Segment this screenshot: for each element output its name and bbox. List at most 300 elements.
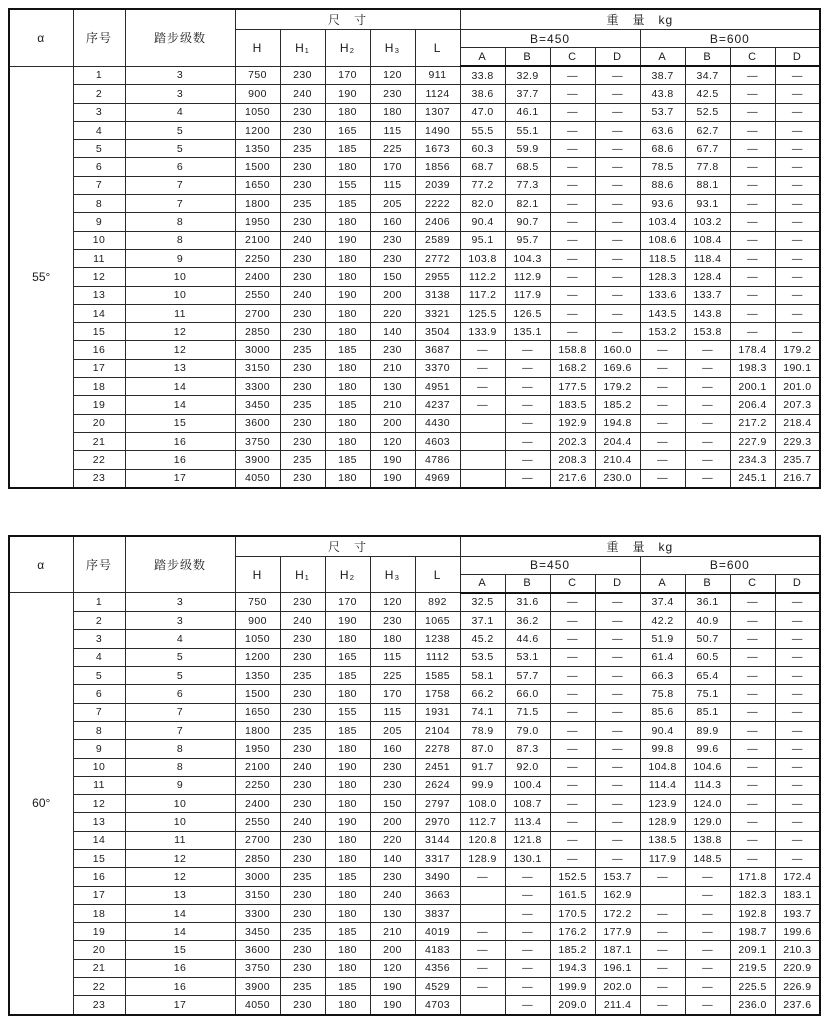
table-cell: — [775, 249, 820, 267]
table-cell: — [730, 721, 775, 739]
table-cell: 227.9 [730, 432, 775, 450]
table-cell: — [640, 996, 685, 1015]
table-cell: 185 [325, 978, 370, 996]
table-cell: 178.4 [730, 341, 775, 359]
table-cell: 1200 [235, 648, 280, 666]
col-header-h3: H₃ [370, 556, 415, 593]
table-cell: — [730, 630, 775, 648]
table-cell: 230 [280, 703, 325, 721]
table-cell: — [775, 630, 820, 648]
table-cell: 2700 [235, 304, 280, 322]
table-cell: — [730, 813, 775, 831]
table-cell: 9 [125, 249, 235, 267]
table-cell: 10 [125, 795, 235, 813]
table-cell: 230 [280, 304, 325, 322]
table-row [9, 612, 820, 630]
table-cell: 240 [280, 758, 325, 776]
table-cell: 8 [125, 213, 235, 231]
table-cell [460, 904, 505, 922]
table-cell: 104.3 [505, 249, 550, 267]
table-cell: 91.7 [460, 758, 505, 776]
table-cell: 180 [325, 630, 370, 648]
table-cell: — [730, 103, 775, 121]
table-cell: — [505, 414, 550, 432]
table-cell: 230 [280, 886, 325, 904]
table-cell: 14 [125, 923, 235, 941]
table-row [9, 941, 820, 959]
table-cell [640, 886, 685, 904]
table-cell: 138.5 [640, 831, 685, 849]
table-cell: 1112 [415, 648, 460, 666]
table-row [9, 740, 820, 758]
table-cell: — [730, 612, 775, 630]
table-cell: 179.2 [775, 341, 820, 359]
table-cell: 170 [370, 158, 415, 176]
table-header [9, 9, 820, 66]
table-cell: — [460, 959, 505, 977]
table-cell: 82.1 [505, 195, 550, 213]
table-cell: 128.3 [640, 268, 685, 286]
table-cell: 120 [370, 432, 415, 450]
table-cell: 1931 [415, 703, 460, 721]
table-cell: — [550, 158, 595, 176]
table-cell: 235 [280, 396, 325, 414]
table-body-60deg [9, 593, 820, 1015]
table-cell: 15 [125, 941, 235, 959]
table-cell: 14 [125, 904, 235, 922]
table-cell: 180 [325, 941, 370, 959]
table-cell: 47.0 [460, 103, 505, 121]
table-row [9, 776, 820, 794]
table-cell: 200 [370, 286, 415, 304]
table-cell: — [685, 341, 730, 359]
col-header-b600-a: A [640, 48, 685, 67]
table-row [9, 176, 820, 194]
col-header-steps: 踏步级数 [125, 9, 235, 66]
table-row [9, 378, 820, 396]
table-cell: 130 [370, 378, 415, 396]
table-cell: — [730, 685, 775, 703]
table-cell: 230 [280, 685, 325, 703]
table-cell: 185.2 [595, 396, 640, 414]
table-cell: 120 [370, 66, 415, 85]
table-cell: — [730, 66, 775, 85]
table-cell: 13 [73, 286, 125, 304]
table-cell: — [775, 195, 820, 213]
table-cell: 126.5 [505, 304, 550, 322]
table-row [9, 996, 820, 1015]
col-group-weight: 重 量 kg [460, 536, 820, 557]
table-cell: — [640, 432, 685, 450]
table-cell: 1673 [415, 140, 460, 158]
table-cell: 230 [280, 158, 325, 176]
table-cell: 108.7 [505, 795, 550, 813]
table-cell: 59.9 [505, 140, 550, 158]
table-cell: 108.4 [685, 231, 730, 249]
table-cell: 23 [73, 996, 125, 1015]
table-cell: — [775, 213, 820, 231]
table-cell: 7 [73, 176, 125, 194]
table-cell: 4356 [415, 959, 460, 977]
table-cell: — [640, 923, 685, 941]
table-cell: 2039 [415, 176, 460, 194]
table-cell: — [775, 268, 820, 286]
table-cell: 240 [280, 612, 325, 630]
table-cell: 2451 [415, 758, 460, 776]
table-cell: 68.6 [640, 140, 685, 158]
table-cell: 5 [73, 667, 125, 685]
table-cell: 180 [325, 849, 370, 867]
col-header-l: L [415, 30, 460, 67]
table-row [9, 396, 820, 414]
table-cell: — [730, 231, 775, 249]
table-cell: 170 [370, 685, 415, 703]
col-header-b600-c: C [730, 48, 775, 67]
col-header-serial: 序号 [73, 536, 125, 593]
table-cell: 190.1 [775, 359, 820, 377]
table-cell: — [595, 740, 640, 758]
table-row [9, 158, 820, 176]
table-cell: 114.4 [640, 776, 685, 794]
table-cell: 46.1 [505, 103, 550, 121]
table-cell: 2797 [415, 795, 460, 813]
table-cell: — [550, 103, 595, 121]
table-cell: — [595, 667, 640, 685]
table-row [9, 593, 820, 612]
table-cell: 5 [125, 648, 235, 666]
table-cell: 1050 [235, 630, 280, 648]
table-cell: 1350 [235, 667, 280, 685]
table-cell: — [550, 85, 595, 103]
table-cell: — [685, 378, 730, 396]
table-cell: 120.8 [460, 831, 505, 849]
table-cell: 220.9 [775, 959, 820, 977]
table-cell: 78.5 [640, 158, 685, 176]
col-header-b450-c: C [550, 574, 595, 593]
table-cell: 171.8 [730, 868, 775, 886]
table-cell: — [730, 323, 775, 341]
table-cell: 21 [73, 959, 125, 977]
table-cell: 45.2 [460, 630, 505, 648]
table-cell: 210 [370, 923, 415, 941]
table-row [9, 923, 820, 941]
table-cell: 23 [73, 469, 125, 488]
col-header-b450-a: A [460, 48, 505, 67]
table-cell: 2 [73, 85, 125, 103]
table-row [9, 249, 820, 267]
table-cell: 11 [73, 776, 125, 794]
table-cell: — [775, 648, 820, 666]
table-cell: — [730, 286, 775, 304]
table-cell: — [595, 304, 640, 322]
table-cell: 11 [125, 831, 235, 849]
table-cell: 123.9 [640, 795, 685, 813]
table-cell: 6 [125, 158, 235, 176]
table-cell: — [730, 740, 775, 758]
table-cell: 180 [325, 359, 370, 377]
table-cell: 37.7 [505, 85, 550, 103]
table-cell: 114.3 [685, 776, 730, 794]
table-cell: — [775, 795, 820, 813]
table-cell: 183.1 [775, 886, 820, 904]
table-cell: 237.6 [775, 996, 820, 1015]
table-cell: 75.1 [685, 685, 730, 703]
table-cell: 3 [73, 630, 125, 648]
table-cell: 113.4 [505, 813, 550, 831]
table-cell: 11 [125, 304, 235, 322]
table-cell: 225.5 [730, 978, 775, 996]
table-cell: 104.8 [640, 758, 685, 776]
table-cell: 2550 [235, 813, 280, 831]
col-header-b600-d: D [775, 48, 820, 67]
table-row [9, 213, 820, 231]
table-cell: 2970 [415, 813, 460, 831]
table-cell: 55.1 [505, 121, 550, 139]
table-cell: — [775, 703, 820, 721]
table-cell: 7 [73, 703, 125, 721]
table-cell: 3321 [415, 304, 460, 322]
table-cell: 61.4 [640, 648, 685, 666]
table-cell: — [595, 795, 640, 813]
table-cell: 1500 [235, 685, 280, 703]
table-cell: 53.1 [505, 648, 550, 666]
table-cell: 230 [280, 849, 325, 867]
table-cell: 1 [73, 593, 125, 612]
table-cell: 892 [415, 593, 460, 612]
table-cell: 93.1 [685, 195, 730, 213]
table-cell: 93.6 [640, 195, 685, 213]
table-cell: — [505, 868, 550, 886]
table-cell: 1500 [235, 158, 280, 176]
table-cell: 92.0 [505, 758, 550, 776]
table-cell: — [775, 813, 820, 831]
table-cell: 1650 [235, 703, 280, 721]
table-cell: 201.0 [775, 378, 820, 396]
table-cell: 42.2 [640, 612, 685, 630]
table-row [9, 813, 820, 831]
table-cell: — [550, 667, 595, 685]
table-cell: 230 [280, 630, 325, 648]
table-cell: 168.2 [550, 359, 595, 377]
table-cell: 180 [325, 323, 370, 341]
table-cell: 230 [280, 831, 325, 849]
table-cell: 5 [125, 121, 235, 139]
table-row [9, 667, 820, 685]
table-row [9, 648, 820, 666]
table-cell: — [685, 414, 730, 432]
table-cell: — [505, 941, 550, 959]
table-cell: 4969 [415, 469, 460, 488]
table-cell: 170 [325, 593, 370, 612]
table-cell: 2589 [415, 231, 460, 249]
table-cell: 180 [325, 996, 370, 1015]
table-row [9, 868, 820, 886]
table-cell: 4529 [415, 978, 460, 996]
table-cell: 138.8 [685, 831, 730, 849]
table-cell: 12 [73, 268, 125, 286]
table-cell [460, 996, 505, 1015]
col-group-dimensions: 尺 寸 [235, 9, 460, 30]
table-row [9, 304, 820, 322]
table-cell: 3687 [415, 341, 460, 359]
table-cell: 240 [280, 813, 325, 831]
table-cell: — [460, 396, 505, 414]
table-cell: — [550, 304, 595, 322]
table-cell: — [595, 758, 640, 776]
table-cell: 210 [370, 359, 415, 377]
table-cell: 53.7 [640, 103, 685, 121]
table-cell: — [730, 121, 775, 139]
table-cell: — [640, 451, 685, 469]
table-cell: — [775, 758, 820, 776]
table-cell: 3490 [415, 868, 460, 886]
table-cell: 240 [280, 85, 325, 103]
table-cell: 180 [325, 831, 370, 849]
table-cell: 153.7 [595, 868, 640, 886]
table-cell: 3450 [235, 923, 280, 941]
table-cell [460, 451, 505, 469]
table-cell: 220 [370, 831, 415, 849]
alpha-value: 55° [9, 66, 73, 488]
table-cell: — [775, 721, 820, 739]
table-cell: 12 [125, 849, 235, 867]
table-cell: 3 [125, 85, 235, 103]
table-cell: — [595, 703, 640, 721]
col-header-b450-b: B [505, 48, 550, 67]
table-cell: 2 [73, 612, 125, 630]
table-cell: 1050 [235, 103, 280, 121]
table-cell: 3600 [235, 414, 280, 432]
table-cell: 104.6 [685, 758, 730, 776]
table-cell: 112.7 [460, 813, 505, 831]
table-cell: 9 [73, 740, 125, 758]
table-cell: 190 [325, 758, 370, 776]
table-cell: 210 [370, 396, 415, 414]
table-cell: 16 [125, 959, 235, 977]
table-cell: 21 [73, 432, 125, 450]
table-cell: 198.7 [730, 923, 775, 941]
table-cell: 5 [73, 140, 125, 158]
table-cell: 115 [370, 176, 415, 194]
table-cell: — [685, 868, 730, 886]
table-cell: 10 [73, 758, 125, 776]
table-row [9, 286, 820, 304]
col-group-b600: B=600 [640, 30, 820, 48]
table-cell: 202.3 [550, 432, 595, 450]
table-cell: 180 [370, 630, 415, 648]
table-cell: — [550, 593, 595, 612]
table-row [9, 886, 820, 904]
table-cell: 3300 [235, 378, 280, 396]
table-cell: — [685, 941, 730, 959]
table-cell: 1200 [235, 121, 280, 139]
table-cell: 12 [125, 341, 235, 359]
table-cell: 182.3 [730, 886, 775, 904]
table-cell: 230 [370, 85, 415, 103]
table-cell: 9 [125, 776, 235, 794]
table-cell: 4183 [415, 941, 460, 959]
table-cell: — [550, 195, 595, 213]
table-cell: — [775, 685, 820, 703]
table-cell: 6 [125, 685, 235, 703]
table-cell: 225 [370, 140, 415, 158]
table-cell: 190 [325, 85, 370, 103]
table-cell: 180 [325, 249, 370, 267]
table-cell: — [775, 158, 820, 176]
table-cell: 135.1 [505, 323, 550, 341]
table-cell: 90.4 [460, 213, 505, 231]
table-cell: 3 [125, 593, 235, 612]
table-cell: 202.0 [595, 978, 640, 996]
table-cell: 218.4 [775, 414, 820, 432]
table-cell: 217.2 [730, 414, 775, 432]
table-cell: 235 [280, 721, 325, 739]
table-cell [460, 886, 505, 904]
table-cell: 4703 [415, 996, 460, 1015]
table-cell: 165 [325, 648, 370, 666]
table-cell: 17 [125, 996, 235, 1015]
table-cell: 180 [325, 740, 370, 758]
table-cell: 2406 [415, 213, 460, 231]
table-cell: 7 [125, 195, 235, 213]
table-cell: 230 [280, 941, 325, 959]
table-cell: 3 [125, 66, 235, 85]
table-cell: 8 [73, 721, 125, 739]
table-cell: 17 [73, 359, 125, 377]
col-header-h2: H₂ [325, 30, 370, 67]
col-header-h3: H₃ [370, 30, 415, 67]
table-cell: — [775, 740, 820, 758]
table-cell: 153.2 [640, 323, 685, 341]
table-cell: 200 [370, 813, 415, 831]
table-cell: 185 [325, 923, 370, 941]
table-cell: 1800 [235, 195, 280, 213]
table-row [9, 904, 820, 922]
table-cell: 180 [325, 378, 370, 396]
table-cell: 2772 [415, 249, 460, 267]
table-cell: 210.4 [595, 451, 640, 469]
table-cell: — [550, 721, 595, 739]
table-cell: 230 [280, 121, 325, 139]
table-cell: — [595, 66, 640, 85]
table-row [9, 451, 820, 469]
table-cell: 194.3 [550, 959, 595, 977]
table-cell: — [595, 158, 640, 176]
table-cell: 230 [280, 795, 325, 813]
table-cell: 118.4 [685, 249, 730, 267]
table-cell: 115 [370, 648, 415, 666]
table-cell: 12 [73, 795, 125, 813]
table-cell: 14 [73, 304, 125, 322]
table-cell: — [730, 158, 775, 176]
table-cell: 99.9 [460, 776, 505, 794]
table-cell: — [550, 758, 595, 776]
table-cell: 169.6 [595, 359, 640, 377]
table-cell: 911 [415, 66, 460, 85]
table-cell: 16 [73, 868, 125, 886]
table-cell: 3 [73, 103, 125, 121]
table-cell: 3000 [235, 341, 280, 359]
table-cell: 37.1 [460, 612, 505, 630]
table-cell: 200 [370, 941, 415, 959]
table-cell: 226.9 [775, 978, 820, 996]
table-cell: 66.3 [640, 667, 685, 685]
table-cell: 230 [280, 268, 325, 286]
table-cell: — [775, 85, 820, 103]
table-cell: 19 [73, 396, 125, 414]
table-cell [460, 469, 505, 488]
table-cell: — [550, 140, 595, 158]
